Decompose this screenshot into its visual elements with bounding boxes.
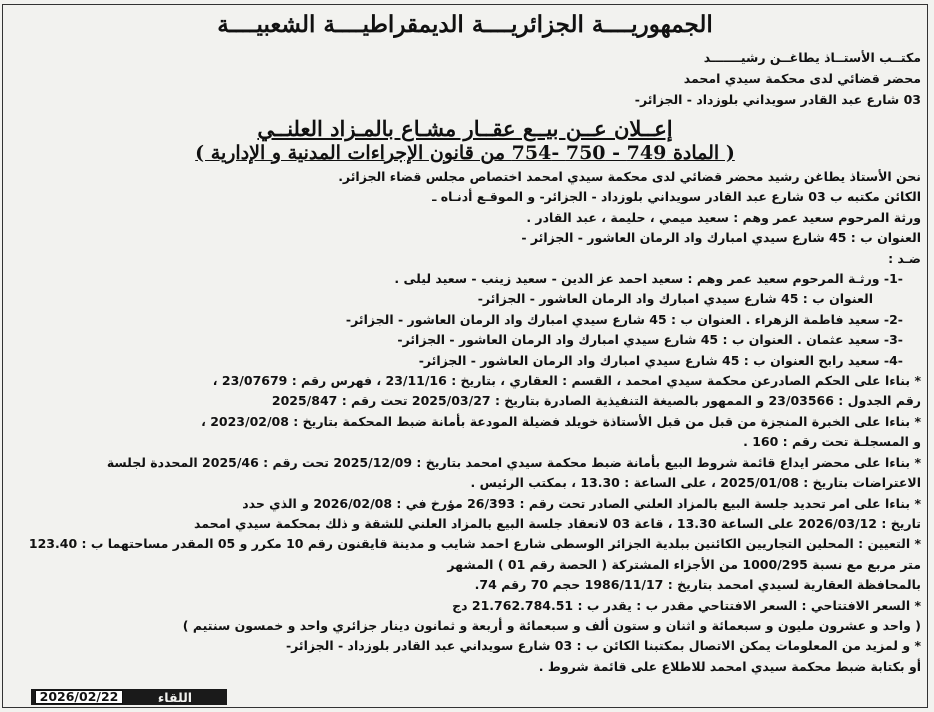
notice-title: إعــلان عــن بيــع عقــار مشـاع بالمـزاد العلنــي bbox=[257, 116, 673, 141]
notice-body bbox=[9, 167, 921, 677]
body-line: رقم الجدول : 23/03566 و الممهور بالصيغة التنفيذية الصادرة بتاريخ : 2025/03/27 تحت رقم : 2025/847 bbox=[271, 393, 921, 409]
body-line: * التعيين : المحلين التجاريين الكائنين ببلدية الجزائر الوسطى شارع احمد شايب و مدينة قايقنون رقم 10 مكرر و 05 المقدر مساحتهما ب : 123.40 bbox=[28, 536, 921, 552]
body-line: * بناءا على الحكم الصادرعن محكمة سيدي امحمد ، القسم : العقاري ، بتاريخ : 23/11/16 ، فهرس رقم : 23/07679 ، bbox=[212, 373, 921, 389]
republic-heading: الجمهوريــــة الجزائريــــة الديمقراطيــــة الشعبيــــة bbox=[217, 11, 713, 38]
body-line: * بناءا على محضر ايداع قائمة شروط البيع بأمانة ضبط محكمة سيدي امحمد بتاريخ : 2025/12/09 تحت رقم : 2025/46 المحددة لجلسة bbox=[106, 454, 921, 470]
body-line: -3- سعيد عثمان . العنوان ب : 45 شارع سيدي امبارك واد الرمان العاشور - الجزائر- bbox=[397, 332, 903, 348]
body-line: العنوان ب : 45 شارع سيدي امبارك واد الرمان العاشور - الجزائر - bbox=[521, 230, 921, 246]
body-line: ورثة المرحوم سعيد عمر وهم : سعيد ميمي ، حليمة ، عبد القادر . bbox=[526, 209, 921, 225]
notice-frame bbox=[2, 4, 928, 708]
body-line: العنوان ب : 45 شارع سيدي امبارك واد الرمان العاشور - الجزائر- bbox=[477, 291, 873, 307]
office-line-2: محضر قضائي لدى محكمة سيدي امحمد bbox=[683, 71, 921, 86]
body-line: * بناءا على امر تحديد جلسة البيع بالمزاد العلني الصادر تحت رقم : 26/393 مؤرخ في : 2026/02/08 و الذي حدد bbox=[242, 495, 921, 511]
publication-footer bbox=[31, 689, 227, 705]
newspaper-label: اللقاء bbox=[157, 689, 193, 705]
body-line: الكائن مكتبه ب 03 شارع عبد القادر سويداني بلوزداد - الجزائر- و الموقـع أدنـاه ـ bbox=[432, 189, 921, 205]
body-line: و المسجلـة تحت رقم : 160 . bbox=[743, 434, 921, 450]
publication-date: 2026/02/22 bbox=[35, 690, 123, 704]
body-line: * و لمزيد من المعلومات يمكن الاتصال بمكتبنا الكائن ب : 03 شارع سويداني عبد القادر بلوزداد - الجزائر- bbox=[285, 638, 921, 654]
body-line: -1- ورثـة المرحوم سعيد عمر وهم : سعيد احمد عز الدين - سعيد زينب - سعيد ليلى . bbox=[394, 271, 903, 287]
body-line: -4- سعيد رابح العنوان ب : 45 شارع سيدي امبارك واد الرمان العاشور - الجزائر- bbox=[418, 352, 903, 368]
body-line: بالمحافظة العقارية لسيدي امحمد بتاريخ : 1986/11/17 حجم 70 رقم 74. bbox=[474, 577, 921, 593]
body-line: ضـد : bbox=[888, 250, 921, 266]
body-line: تاريخ : 2026/03/12 على الساعة 13.30 ، قاعة 03 لانعقاد جلسة البيع بالمزاد العلني للشقة و ذلك بمحكمة سيدي امحمد bbox=[194, 515, 921, 531]
body-line: * السعر الافتتاحي : السعر الافتتاحي مقدر ب : يقدر ب : 21.762.784.51 دج bbox=[452, 597, 921, 613]
office-info bbox=[361, 47, 921, 110]
body-line: أو بكتابة ضبط محكمة سيدي امحمد للاطلاع على قائمة شروط . bbox=[538, 658, 921, 674]
body-line: * بناءا على الخبرة المنجزة من قبل من قبل الأستاذة خويلد فضيلة المودعة بأمانة ضبط المحكمة بتاريخ : 2023/02/08 ، bbox=[201, 413, 921, 429]
notice-subtitle: ( المادة 749 - 750 -754 من قانون الإجراءات المدنية و الإدارية ) bbox=[195, 142, 735, 164]
office-line-3: 03 شارع عبد القادر سويداني بلوزداد - الجزائر- bbox=[634, 92, 921, 107]
body-line: -2- سعيد فاطمة الزهراء . العنوان ب : 45 شارع سيدي امبارك واد الرمان العاشور - الجزائر- bbox=[345, 311, 903, 327]
body-line: الاعتراضات بتاريخ : 2025/01/08 ، على الساعة : 13.30 ، بمكتب الرئيس . bbox=[470, 475, 921, 491]
body-line: نحن الأستاذ يطاغن رشيد محضر قضائي لدى محكمة سيدي امحمد اختصاص مجلس قضاء الجزائر. bbox=[338, 169, 921, 184]
body-line: ( واحد و عشرون مليون و سبعمائة و اثنان و ستون ألف و سبعمائة و أربعة و ثمانون دينار جزائري واحد و خمسون سنتيم ) bbox=[182, 617, 921, 633]
office-line-1: مكتــب الأستــاذ يطاغــن رشيـــــــد bbox=[703, 50, 921, 65]
body-line: متر مربع مع نسبة 1000/295 من الأجزاء المشتركة ( الحصة رقم 01 ) المشهر bbox=[447, 556, 921, 572]
